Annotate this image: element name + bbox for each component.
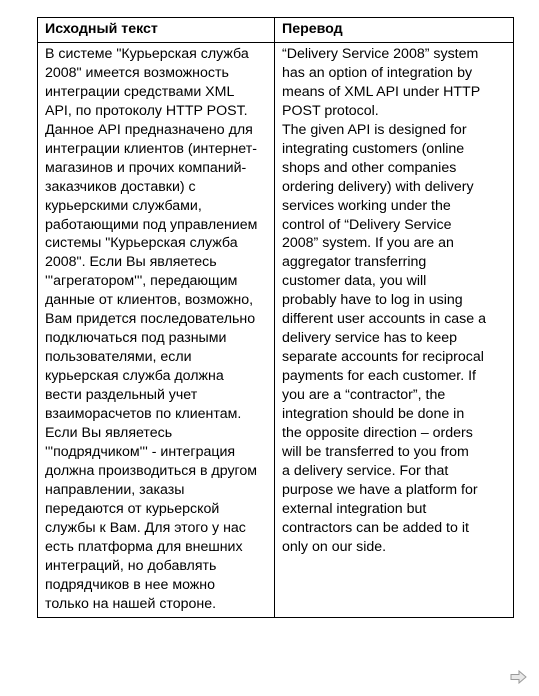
translation-text-line: delivery service has to keep	[282, 330, 458, 347]
translation-text-line: “Delivery Service 2008” system	[282, 45, 479, 62]
source-text-line: Данное API предназначено для	[45, 121, 253, 138]
source-text-line: подключаться под разными	[45, 330, 227, 347]
translation-text-line: integrating customers (online	[282, 140, 465, 157]
translation-text-line: purpose we have a platform for	[282, 481, 478, 498]
translation-text-line: The given API is designed for	[282, 121, 467, 138]
source-text-line: 2008". Если Вы являетесь	[45, 254, 217, 271]
translation-text-line: the opposite direction – orders	[282, 425, 473, 442]
source-text-line: курьерская служба должна	[45, 368, 224, 385]
translation-text-line: customer data, you will	[282, 273, 427, 290]
source-text-line: взаиморасчетов по клиентам.	[45, 406, 242, 423]
translation-text-line: aggregator transferring	[282, 254, 427, 271]
translation-text-line: different user accounts in case a	[282, 311, 487, 328]
translation-text-line: probably have to log in using	[282, 292, 463, 309]
source-text-line: передаются от курьерской	[45, 500, 220, 517]
source-text-line: работающими под управлением	[45, 216, 258, 233]
table-body-row	[38, 42, 514, 617]
translation-text-cell	[275, 42, 514, 617]
source-text-line: должна производиться в другом	[45, 462, 258, 479]
source-text-line: '''агрегатором''', передающим	[45, 273, 238, 290]
source-text-line: системы "Курьерская служба	[45, 235, 238, 252]
translation-text-line: ordering delivery) with delivery	[282, 178, 474, 195]
source-text-line: магазинов и прочих компаний-	[45, 159, 247, 176]
source-text-line: интеграции средствами XML	[45, 83, 235, 100]
source-text-line: Если Вы являетесь	[45, 425, 173, 442]
source-text-line: подрядчиков в нее можно	[45, 576, 216, 593]
source-text-cell	[38, 42, 275, 617]
source-text-line: Вам придется последовательно	[45, 311, 256, 328]
translation-header: Перевод	[275, 18, 514, 43]
source-text-line: есть платформа для внешних	[45, 538, 243, 555]
source-text-line: API, по протоколу HTTP POST.	[45, 102, 248, 119]
translation-text-line: means of XML API under HTTP	[282, 83, 481, 100]
source-text-line: только на нашей стороне.	[45, 595, 217, 612]
source-text-line: 2008" имеется возможность	[45, 64, 229, 81]
translation-text-line: integration should be done in	[282, 406, 465, 423]
translation-text-line: a delivery service. For that	[282, 462, 449, 479]
translation-text-line: payments for each customer. If	[282, 368, 476, 385]
source-text-line: '''подрядчиком''' - интеграция	[45, 443, 236, 460]
translation-text-line: external integration but	[282, 500, 427, 517]
translation-text-line: will be transferred to you from	[282, 443, 469, 460]
translation-text-line: control of “Delivery Service	[282, 216, 452, 233]
translation-text-line: shops and other companies	[282, 159, 457, 176]
source-text-line: курьерскими службами,	[45, 197, 202, 214]
translation-text-line: has an option of integration by	[282, 64, 473, 81]
translation-text-line: you are a “contractor”, the	[282, 387, 446, 404]
source-text-line: данные от клиентов, возможно,	[45, 292, 254, 309]
table-header-row	[38, 18, 514, 43]
source-text-header: Исходный текст	[38, 18, 275, 43]
source-text-line: В системе "Курьерская служба	[45, 45, 249, 62]
source-text-line: интеграции клиентов (интернет-	[45, 140, 257, 157]
source-text-line: интеграций, но добавлять	[45, 557, 217, 574]
source-text-line: заказчиков доставки) с	[45, 178, 196, 195]
source-text-line: вести раздельный учет	[45, 387, 198, 404]
source-text-line: направлении, заказы	[45, 481, 185, 498]
translation-text-line: contractors can be added to it	[282, 519, 469, 536]
translation-text-line: only on our side.	[282, 538, 387, 555]
translation-text-line: separate accounts for reciprocal	[282, 349, 484, 366]
translation-table	[37, 17, 514, 618]
source-text-line: пользователями, если	[45, 349, 192, 366]
next-page-arrow-icon[interactable]	[510, 670, 527, 684]
translation-text-line: services working under the	[282, 197, 451, 214]
translation-text-line: POST protocol.	[282, 102, 379, 119]
source-text-line: службы к Вам. Для этого у нас	[45, 519, 246, 536]
translation-text-line: 2008” system. If you are an	[282, 235, 454, 252]
